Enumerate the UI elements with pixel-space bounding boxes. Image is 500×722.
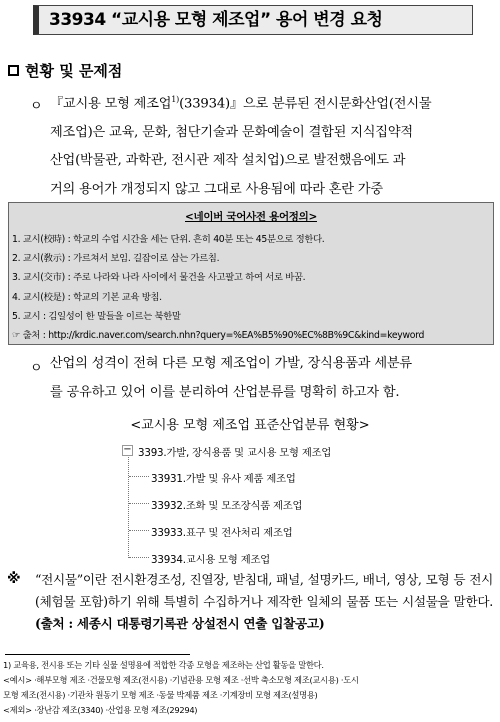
- definition-line: 4. 교시(校是) : 학교의 기본 교육 방침.: [12, 292, 162, 303]
- definition-line: 3. 교시(交市) : 주로 나라와 나라 사이에서 물건을 사고팔고 하여 서로 바꿈.: [12, 272, 306, 283]
- para2-line1: 산업의 성격이 전혀 다른 모형 제조업이 가발, 장식용품과 세분류: [50, 356, 412, 371]
- footnote-line: 1) 교육용, 전시용 또는 기타 실물 설명용에 적합한 각종 모형을 제조하는 산업 활동을 말한다.: [3, 660, 324, 670]
- para1-line3: 산업(박물관, 과학관, 전시관 제작 설치업)으로 발전했음에도 과: [50, 153, 406, 169]
- footnote-line: 모형 제조(전시용) ·기관차 원동기 모형 제조 ·동물 박제품 제조 ·기계장비 모형 제조(설명용): [3, 690, 318, 700]
- footnote-ref: 1): [171, 95, 180, 104]
- para1-line4: 거의 용어가 개정되지 않고 그대로 사용됨에 따라 혼란 가중: [50, 181, 383, 197]
- paragraph-classification: [50, 350, 494, 407]
- definition-line: 1. 교시(校時) : 학교의 수업 시간을 세는 단위. 흔히 40분 또는 45분으로 정한다.: [12, 234, 325, 245]
- paragraph-current-status: [50, 86, 494, 204]
- footnote-line: <제외> ·장난감 제조(3340) ·산업용 모형 제조(29294): [3, 705, 198, 715]
- tree-connector: [129, 503, 149, 504]
- definition-box-title: <네이버 국어사전 용어정의>: [185, 211, 317, 223]
- para2-line2: 를 공유하고 있어 이를 분리하여 산업분류를 명확히 하고자 함.: [50, 384, 400, 400]
- tree-connector: [129, 530, 149, 531]
- tree-child: 33934.교시용 모형 제조업: [151, 554, 270, 566]
- tree-child: 33931.가발 및 유사 제품 제조업: [151, 473, 296, 485]
- definition-line: 5. 교시 : 김일성이 한 말들을 이르는 북한말: [12, 311, 181, 322]
- bullet-marker: ㅇ: [30, 361, 43, 376]
- definition-line: 2. 교시(敎示) : 가르쳐서 보임. 길잡이로 삼는 가르침.: [12, 253, 220, 264]
- note-paragraph: [35, 569, 493, 635]
- tree-connector: [129, 557, 149, 558]
- note-text: “전시물”이란 전시환경조성, 진열장, 받침대, 패널, 설명카드, 배너, 영상, 모형 등 전시(체험물 포함)하기 위해 특별히 수집하거나 제작한 일체의 물품 또는 시설물을 말한다.: [35, 572, 493, 609]
- footnote-line: <예시> ·해부모형 제조 ·건물모형 제조(전시용) ·기념관용 모형 제조 ·선박 축소모형 제조(교시용) ·도시: [3, 675, 359, 685]
- tree-child: 33932.조화 및 모조장식품 제조업: [151, 500, 303, 512]
- note-source: (출처 : 세종시 대통령기록관 상설전시 연출 입찰공고): [35, 616, 325, 631]
- definition-box: [8, 202, 494, 345]
- tree-root: 3393.가발, 장식용품 및 교시용 모형 제조업: [138, 447, 332, 459]
- definition-source: ☞ 출처 : http://krdic.naver.com/search.nhn?query=%EA%B5%90%EC%8B%9C&kind=keyword: [12, 330, 425, 341]
- section-heading-label: 현황 및 문제점: [25, 62, 123, 80]
- note-mark: ※: [7, 571, 21, 587]
- classification-tree: [120, 440, 390, 570]
- tree-caption: <교시용 모형 제조업 표준산업분류 현황>: [130, 418, 370, 433]
- section-heading: [8, 60, 122, 81]
- bullet-marker: ㅇ: [30, 99, 43, 114]
- checkbox-icon: [8, 65, 19, 76]
- tree-connector: [129, 476, 149, 477]
- tree-connector: [128, 455, 129, 558]
- para1-line2: 제조업)은 교육, 문화, 첨단기술과 문화예술이 결합된 지식집약적: [50, 124, 413, 140]
- collapse-icon: −: [123, 444, 132, 455]
- para1-line1: 『교시용 모형 제조업$^{1)}$(33934)』으로 분류된 전시문화산업(전시물: [50, 95, 432, 112]
- tree-child: 33933.표구 및 전사처리 제조업: [151, 527, 293, 539]
- page-title: 33934 “교시용 모형 제조업” 용어 변경 요청: [33, 5, 473, 35]
- footnote-divider: [5, 654, 190, 655]
